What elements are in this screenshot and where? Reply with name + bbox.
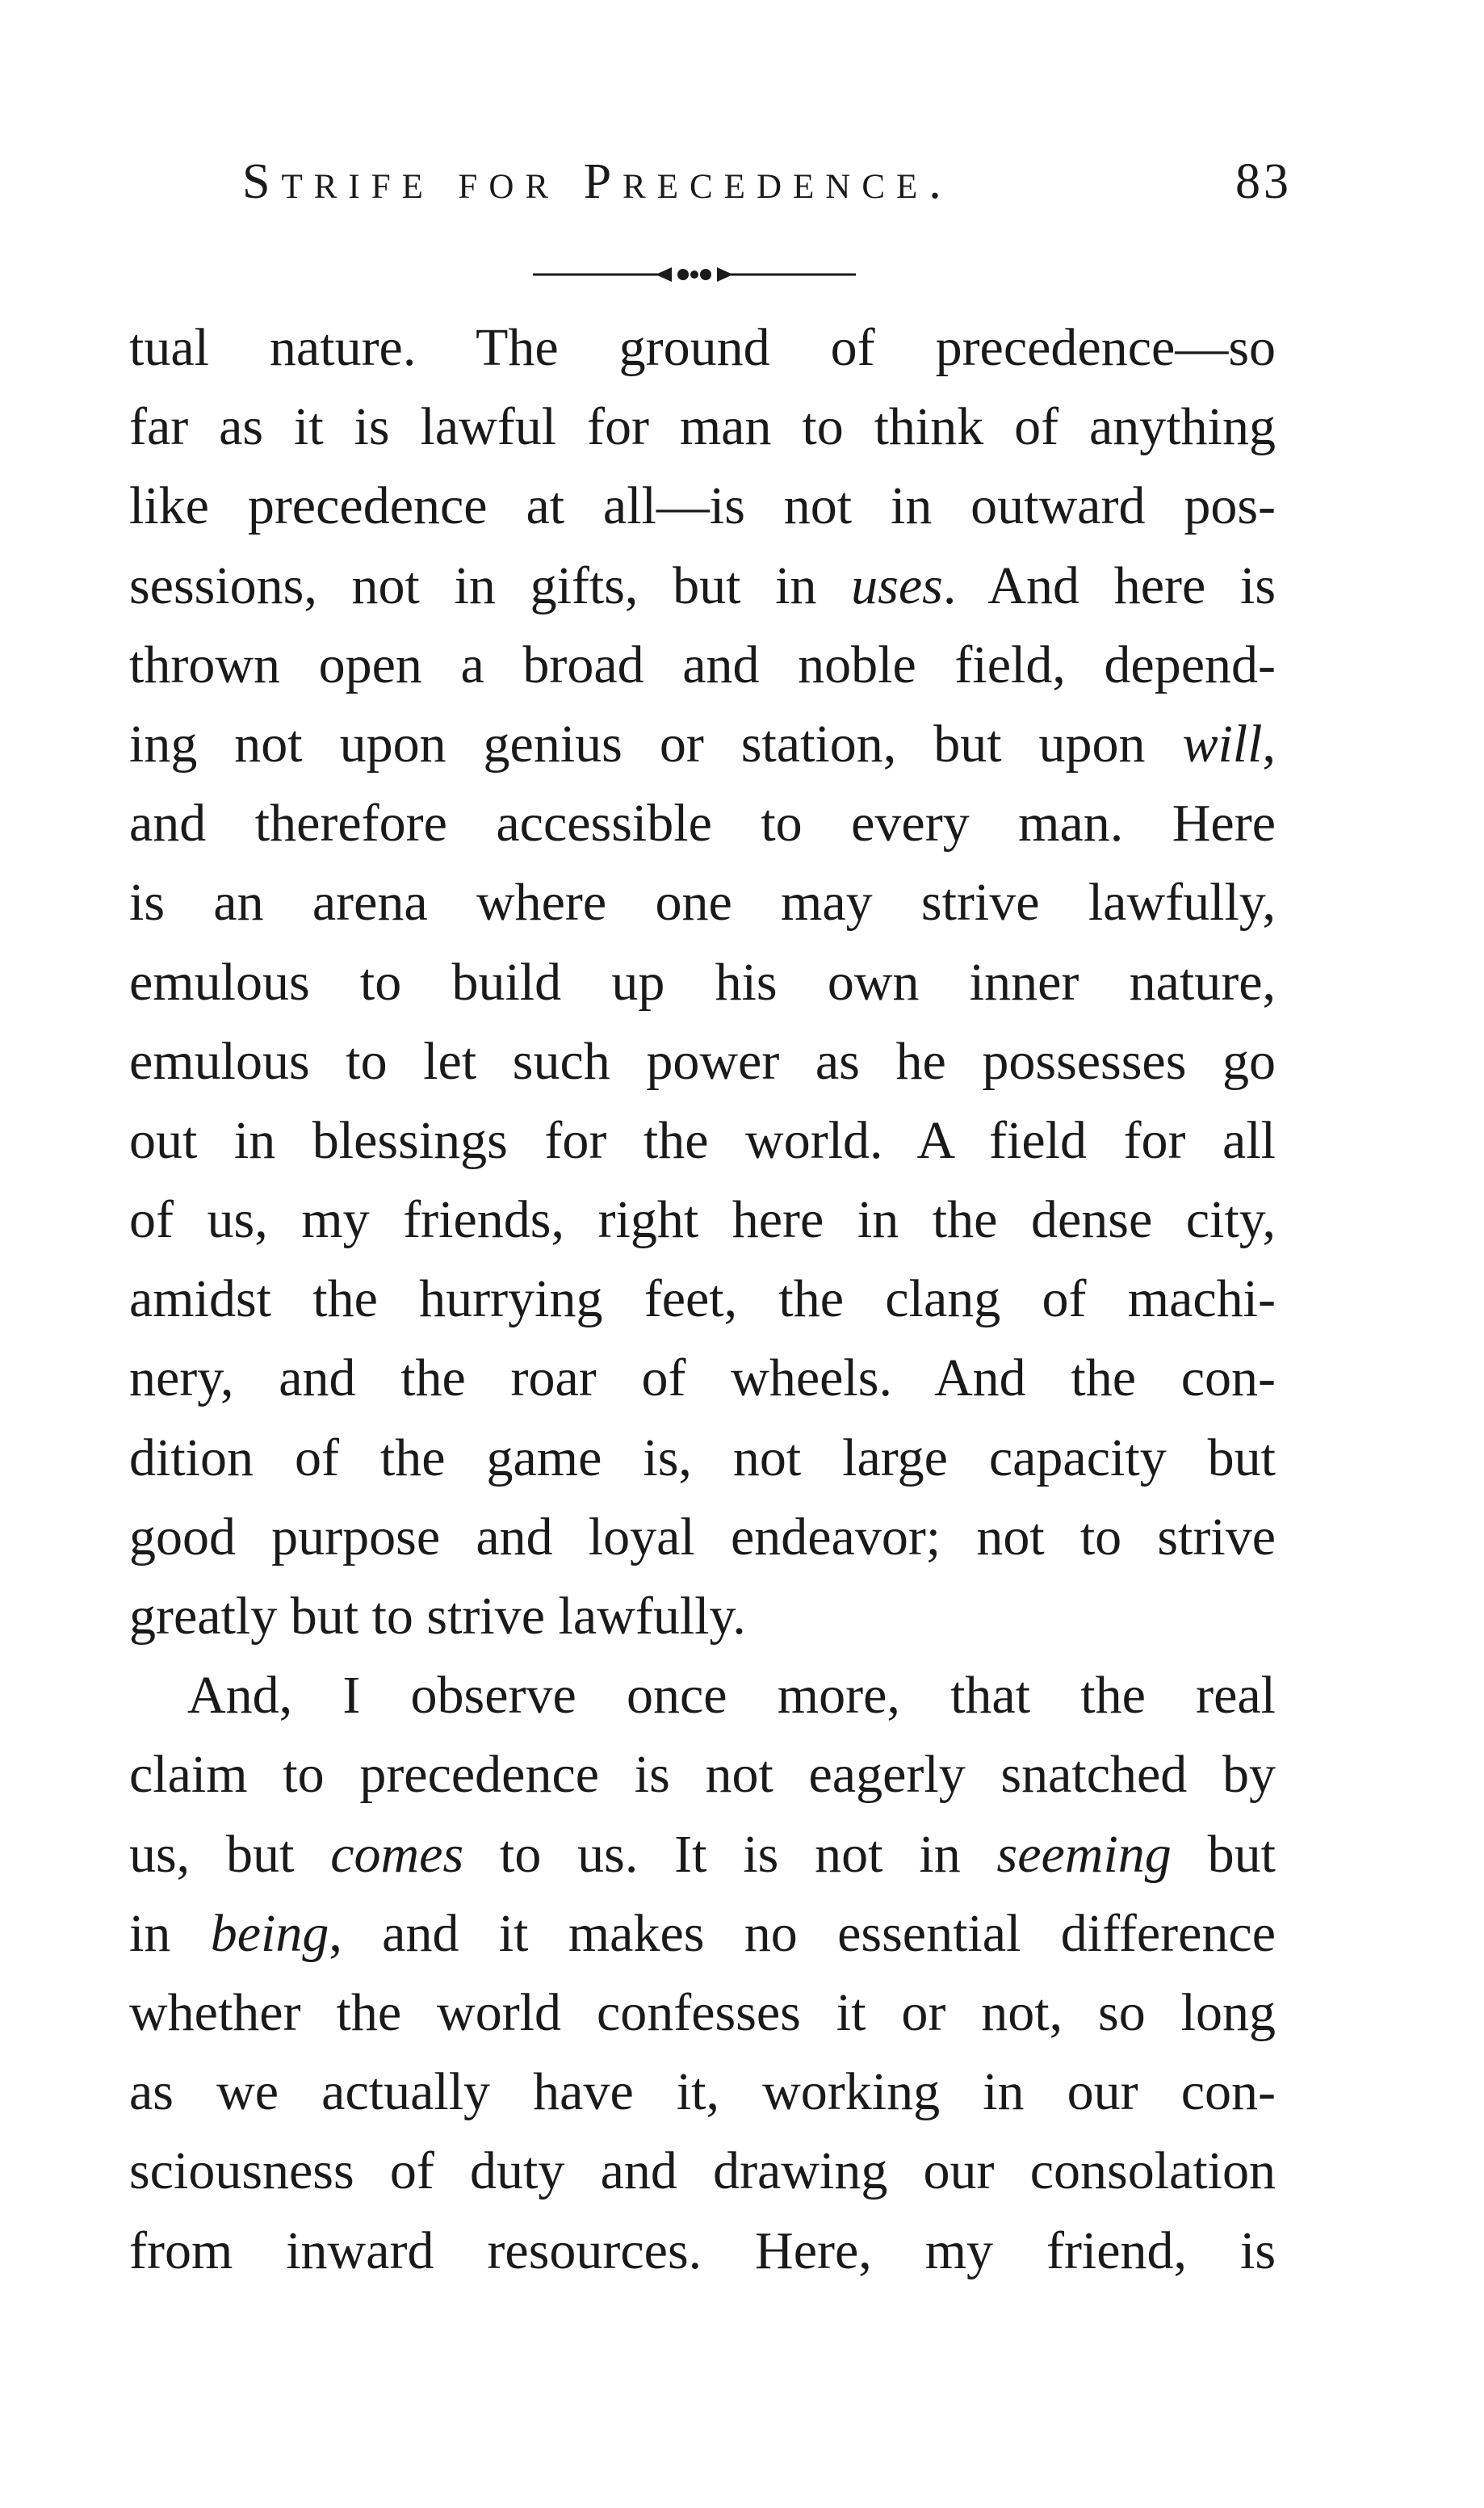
text-line: as we actually have it, working in our con- — [129, 2062, 1276, 2122]
text-line: sessions, not in gifts, but in uses. And here is — [129, 556, 1276, 615]
text-line: dition of the game is, not large capacity but — [129, 1428, 1276, 1487]
running-head — [242, 153, 1292, 226]
divider-ornament-icon — [533, 265, 856, 284]
text-line: is an arena where one may strive lawfully, — [129, 873, 1276, 933]
page-number: 83 — [1235, 154, 1292, 209]
text-line: emulous to build up his own inner nature, — [129, 952, 1276, 1012]
text-line: whether the world confesses it or not, so long — [129, 1982, 1276, 2042]
text-line: claim to precedence is not eagerly snatched by — [129, 1745, 1276, 1805]
text-line: greatly but to strive lawfully. — [129, 1587, 746, 1646]
text-line: sciousness of duty and drawing our consolation — [129, 2141, 1276, 2201]
text-line: emulous to let such power as he possesses go — [129, 1031, 1276, 1091]
text-line: good purpose and loyal endeavor; not to strive — [129, 1507, 1276, 1566]
text-line: in being, and it makes no essential difference — [129, 1903, 1276, 1963]
text-line: like precedence at all—is not in outward pos- — [129, 476, 1276, 536]
text-line: out in blessings for the world. A field for all — [129, 1110, 1276, 1170]
text-line: ing not upon genius or station, but upon will, — [129, 714, 1276, 774]
text-line: and therefore accessible to every man. Here — [129, 794, 1276, 853]
body-text — [129, 308, 1276, 2291]
text-line: from inward resources. Here, my friend, is — [129, 2221, 1276, 2280]
text-line: thrown open a broad and noble field, depend- — [129, 635, 1276, 694]
text-line: tual nature. The ground of precedence—so — [129, 318, 1276, 377]
text-line: And, I observe once more, that the real — [187, 1666, 1276, 1726]
text-line: of us, my friends, right here in the dense city, — [129, 1190, 1276, 1250]
text-line: nery, and the roar of wheels. And the con- — [129, 1348, 1276, 1408]
text-line: far as it is lawful for man to think of anything — [129, 397, 1276, 457]
text-line: amidst the hurrying feet, the clang of machi- — [129, 1269, 1276, 1329]
running-title: Strife for Precedence. — [242, 154, 953, 209]
text-line: us, but comes to us. It is not in seeming but — [129, 1824, 1276, 1884]
